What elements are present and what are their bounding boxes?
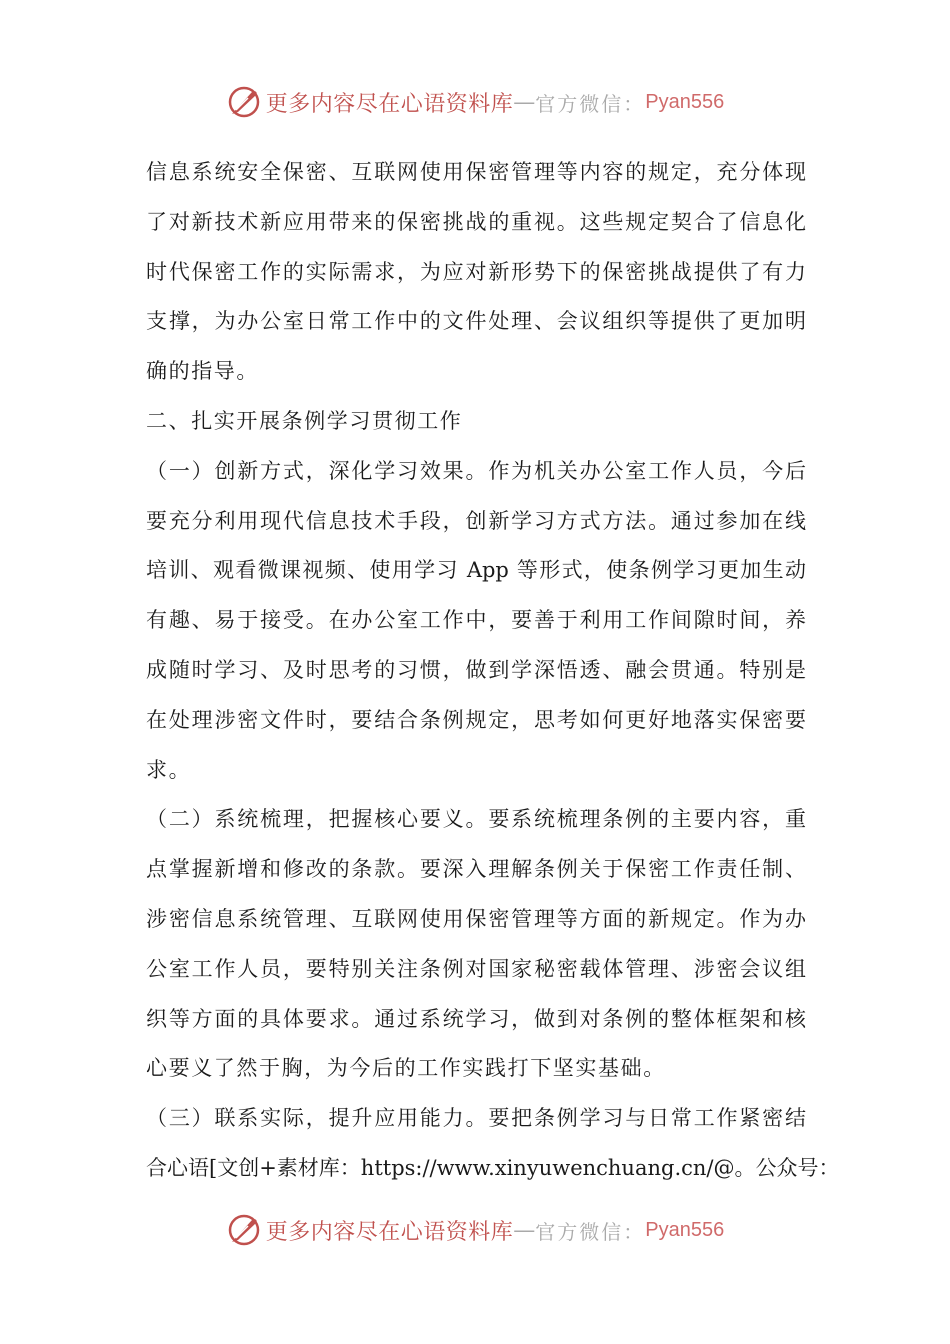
banner-wechat-id: Pyan556 [645, 1218, 725, 1241]
body-line: （二）系统梳理，把握核心要义。要系统梳理条例的主要内容，重 [146, 807, 806, 832]
body-line: （三）联系实际，提升应用能力。要把条例学习与日常工作紧密结 [146, 1106, 806, 1131]
body-line: 有趣、易于接受。在办公室工作中，要善于利用工作间隙时间，养 [146, 608, 806, 633]
body-line: 了对新技术新应用带来的保密挑战的重视。这些规定契合了信息化 [146, 209, 806, 234]
body-line: 成随时学习、及时思考的习惯，做到学深悟透、融会贯通。特别是 [146, 657, 806, 682]
quill-logo-icon [226, 1212, 262, 1248]
document-body [146, 148, 840, 1194]
body-line: 时代保密工作的实际需求，为应对新形势下的保密挑战提供了有力 [146, 259, 806, 284]
banner-title: 更多内容尽在心语资料库 [265, 1219, 514, 1245]
body-line: 在处理涉密文件时，要结合条例规定，思考如何更好地落实保密要 [146, 707, 806, 732]
banner-title: 更多内容尽在心语资料库 [265, 91, 514, 117]
body-line: 支撑，为办公室日常工作中的文件处理、会议组织等提供了更加明 [146, 309, 806, 334]
body-line: 点掌握新增和修改的条款。要深入理解条例关于保密工作责任制、 [146, 857, 806, 882]
footer-watermark-banner [0, 1208, 950, 1252]
body-line: 求。 [146, 757, 192, 782]
body-line: 公室工作人员，要特别关注条例对国家秘密载体管理、涉密会议组 [146, 956, 806, 981]
section-heading: 二、扎实开展条例学习贯彻工作 [146, 408, 463, 433]
body-line: 培训、观看微课视频、使用学习 App 等形式，使条例学习更加生动 [146, 558, 806, 583]
body-line: 涉密信息系统管理、互联网使用保密管理等方面的新规定。作为办 [146, 906, 806, 931]
body-line: 织等方面的具体要求。通过系统学习，做到对条例的整体框架和核 [146, 1006, 806, 1031]
banner-dash: — [513, 89, 536, 115]
body-line: 信息系统安全保密、互联网使用保密管理等内容的规定，充分体现 [146, 160, 806, 184]
header-watermark-banner [0, 80, 950, 124]
body-line: 确的指导。 [146, 359, 259, 384]
body-line: （一）创新方式，深化学习效果。作为机关办公室工作人员，今后 [146, 458, 806, 483]
banner-dash: — [513, 1217, 536, 1243]
banner-wechat-id: Pyan556 [645, 90, 725, 113]
quill-logo-icon [226, 84, 262, 120]
body-line: 要充分利用现代信息技术手段，创新学习方式方法。通过参加在线 [146, 508, 806, 533]
banner-wechat-label: 官方微信： [535, 1219, 646, 1244]
body-line-with-link: 合心语[文创+素材库：https://www.xinyuwenchuang.cn/@。公众号： [146, 1155, 840, 1180]
banner-wechat-label: 官方微信： [535, 91, 646, 116]
body-line: 心要义了然于胸，为今后的工作实践打下坚实基础。 [146, 1056, 666, 1081]
